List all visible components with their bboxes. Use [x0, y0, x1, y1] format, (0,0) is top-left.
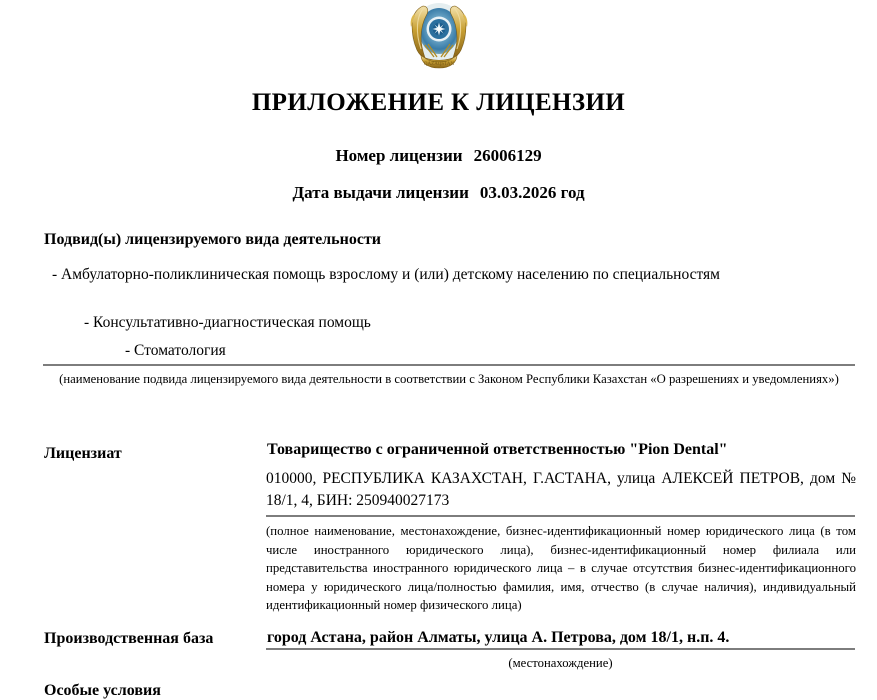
production-base-value: город Астана, район Алматы, улица А. Петрова, дом 18/1, н.п. 4. — [267, 629, 730, 646]
license-date-line — [0, 183, 877, 203]
state-emblem-of-kazakhstan-icon — [401, 0, 477, 72]
license-date-value: 03.03.2026 год — [479, 183, 585, 202]
subtype-item: - Амбулаторно-поликлиническая помощь взрослому и (или) детскому населению по специальностям — [52, 266, 720, 283]
license-date-label: Дата выдачи лицензии — [292, 183, 469, 202]
subtype-item: - Консультативно-диагностическая помощь — [84, 314, 371, 331]
production-base-label: Производственная база — [44, 630, 214, 647]
license-number-label: Номер лицензии — [335, 146, 463, 165]
licensee-address: 010000, РЕСПУБЛИКА КАЗАХСТАН, Г.АСТАНА, улица АЛЕКСЕЙ ПЕТРОВ, дом № 18/1, 4, БИН: 250940027173 — [266, 470, 856, 509]
subtypes-caption: (наименование подвида лицензируемого вида деятельности в соответствии с Законом Республики Казахстан «О разрешениях и уведомлениях») — [59, 372, 839, 386]
emblem-container — [0, 0, 877, 72]
licensee-label: Лицензиат — [44, 445, 122, 462]
subtypes-heading: Подвид(ы) лицензируемого вида деятельности — [44, 231, 382, 248]
licensee-name: Товарищество с ограниченной ответственностью "Pion Dental" — [267, 441, 728, 458]
divider-licensee — [266, 515, 855, 517]
svg-text:QAZAQSTAN: QAZAQSTAN — [423, 62, 454, 67]
license-number-value: 26006129 — [473, 146, 542, 165]
production-base-caption: (местонахождение) — [508, 656, 613, 670]
divider-production-base — [266, 648, 855, 650]
license-number-line — [0, 146, 877, 166]
licensee-note-caption: (полное наименование, местонахождение, бизнес-идентификационный номер юридического лица (в том числе иностранного юридического лица), бизнес-идентификационный номер филиала или представительства иностранного юридического лица – в случае отсутствия бизнес-идентификационного номера у юридического лица/полностью фамилия, имя, отчество (в случае наличия), индивидуальный идентификационный номер физического лица) — [266, 524, 856, 613]
special-conditions-heading: Особые условия — [44, 682, 161, 699]
divider-subtypes — [43, 364, 855, 366]
subtype-item: - Стоматология — [125, 342, 226, 359]
page-title: ПРИЛОЖЕНИЕ К ЛИЦЕНЗИИ — [251, 89, 626, 116]
